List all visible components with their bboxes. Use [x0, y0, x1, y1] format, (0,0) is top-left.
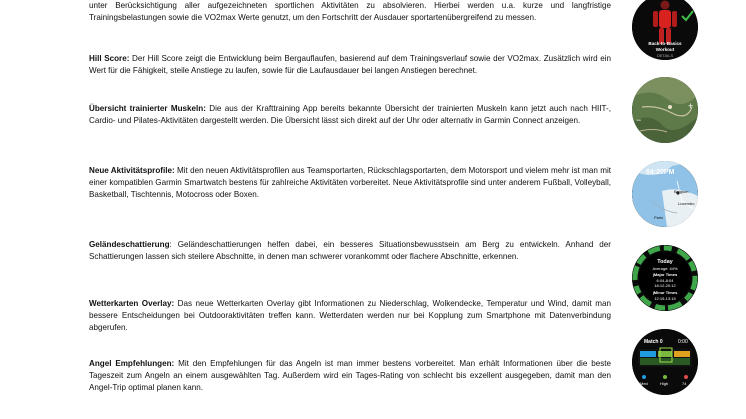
activity-profiles-heading: Neue Aktivitätsprofile: — [89, 166, 175, 175]
city-label: Belgium — [674, 189, 689, 194]
watch-match — [632, 329, 698, 395]
terrain-shading-heading: Geländeschattierung — [89, 240, 170, 249]
match-label: Match 0 — [644, 339, 663, 345]
match-stat: Med — [640, 381, 648, 386]
match-stat: 74 — [682, 381, 687, 386]
zoom-in-button[interactable]: + — [688, 101, 694, 111]
paragraph-activity-profiles: Neue Aktivitätsprofile: Mit den neuen Aktivitätsprofilen aus Teamsportarten, Rückschlagsportarten, dem Motorsport und vielem mehr ist man mit einer kompatiblen Garmin Smartwatch bestens für zahlreiche Aktivitäten vorbereitet. Neue Aktivitätsprofile sind unter anderem Fußball, Volleyball, Basketball, Tischtennis, Motocross oder Boxen. — [89, 166, 612, 200]
major-time-range: 18:12-20:12 — [654, 283, 676, 288]
fishing-average: Average: 44% — [652, 266, 678, 271]
city-label: Luxembo — [678, 201, 695, 206]
paragraph-fishing: Angel Empfehlungen: Mit den Empfehlungen für das Angeln ist man immer bestens vorbereitet. Man erhält Informationen über die beste Tageszeit zum Angeln an einem ausgewählten Tag. Außerdem wird ein Tages-Rating von schlecht bis exzellent ausgegeben, damit man den Angel-Trip optimal planen kann. — [89, 359, 611, 393]
city-label: Paris — [654, 215, 664, 220]
fishing-heading: Angel Empfehlungen: — [89, 359, 175, 368]
minor-times-label: |Minor Times — [652, 290, 678, 295]
watch-muscle-map — [632, 0, 698, 60]
minor-time-range: 12:15-13:15 — [654, 296, 676, 301]
watch-screenshots — [628, 0, 704, 419]
paragraph-terrain-shading: Geländeschattierung: Geländeschattierungen helfen dabei, ein besseres Situationsbewusstsein am Berg zu entwickeln. Anhand der Schattierungen lassen sich steilere Abschnitte, in denen man schwerer vorankommt oder flachere Abschnitte, erkennen. — [89, 240, 611, 262]
hill-score-heading: Hill Score: — [89, 54, 130, 63]
paragraph-weather-overlay: Wetterkarten Overlay: Das neue Wetterkarten Overlay gibt Informationen zu Niederschlag, Wolkendecke, Temperatur und Wind, damit man bessere Entscheidungen bei Outdooraktivitäten treffen kann. Wetterdaten werden nur bei Kopplung zum Smartphone mit Datenverbindung abgerufen. — [89, 299, 611, 333]
muscles-heading: Übersicht trainierter Muskeln: — [89, 104, 206, 113]
major-times-label: |Major Times — [652, 272, 678, 277]
clock-time: 04:20PM — [646, 169, 675, 176]
match-timer: 0:00 — [678, 339, 688, 345]
weather-overlay-heading: Wetterkarten Overlay: — [89, 299, 175, 308]
paragraph-intro: unter Berücksichtigung aller aufgezeichneten sportlichen Aktivitäten zu absolvieren. Hierbei werden u.a. kurze und langfristige Trainingsbelastungen sowie die VO2max Werte genutzt, um den Fortschritt der Ausdauer sportartenübergreifend zu messen. — [89, 1, 611, 23]
paragraph-muscles: Übersicht trainierter Muskeln: Die aus der Krafttraining App bereits bekannte Übersicht der trainierten Muskeln kann jetzt auch nach HIIT-, Cardio- und Pilates-Aktivitäten dargestellt werden. Die Übersicht lässt sich direkt auf der Uhr oder alternativ in Garmin Connect anzeigen. — [89, 104, 612, 126]
workout-title: Back-to-Basics Workout — [648, 41, 682, 52]
watch-terrain-map — [632, 77, 698, 143]
major-time-range: 6:04-8:04 — [656, 278, 674, 283]
watch-fishing-times — [632, 245, 698, 311]
match-stat: High — [660, 381, 669, 386]
paragraph-hill-score: Hill Score: Der Hill Score zeigt die Entwicklung beim Bergauflaufen, basierend auf dem Trainingsverlauf sowie der VO2max. Zusätzlich wird ein Wert für die Fähigkeit, steile Anstiege zu laufen, sowie für die Laufausdauer bei langen Anstiegen berechnet. — [89, 54, 612, 76]
watch-weather-overlay — [632, 161, 698, 227]
fishing-day-title: Today — [657, 259, 673, 265]
details-link[interactable]: DETAILS — [656, 53, 674, 58]
zoom-out-button[interactable]: − — [636, 115, 642, 125]
